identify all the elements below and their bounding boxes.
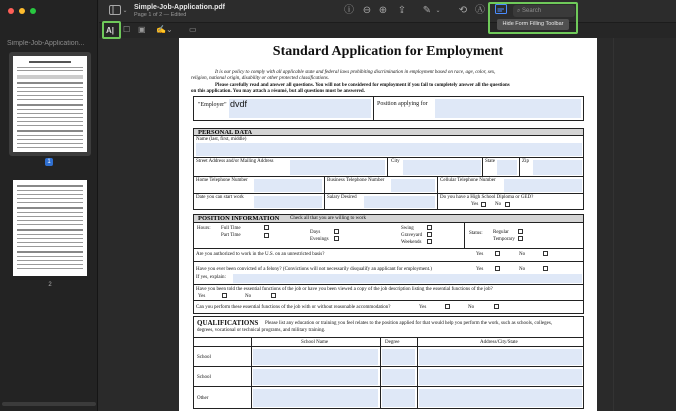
policy-line-4: on this application. You may attach a résumé, but all questions must be answered. [191, 89, 365, 94]
part-time-checkbox[interactable] [264, 233, 269, 238]
page-number-2: 2 [48, 282, 52, 288]
other-name-field[interactable] [253, 389, 378, 407]
comment-icon[interactable]: ▭ [189, 25, 197, 34]
perform-yes-checkbox[interactable] [445, 304, 450, 309]
essential-yes-checkbox[interactable] [222, 293, 227, 298]
city-field[interactable] [403, 160, 481, 175]
sidebar-toggle-icon[interactable] [108, 5, 122, 19]
start-date-field[interactable] [254, 196, 322, 208]
school-2-address-field[interactable] [419, 369, 582, 385]
diploma-question: Do you have a High School Diploma or GED? [440, 195, 534, 200]
school-1-address-field[interactable] [419, 349, 582, 365]
felony-no-checkbox[interactable] [543, 266, 548, 271]
home-phone-field[interactable] [254, 179, 322, 192]
city-label: City [391, 159, 400, 164]
edu-col-divider-2 [380, 338, 381, 409]
policy-line-3: Please carefully read and answer all questions. You will not be considered for employment if you fail to completely answer all the questions [215, 83, 510, 88]
thumbnail-sidebar [0, 0, 98, 411]
minimize-window-button[interactable] [19, 8, 25, 14]
state-field[interactable] [497, 160, 517, 175]
qualifications-note-2: degrees, vocational or technical programs, and military training. [197, 328, 326, 333]
felony-yes-checkbox[interactable] [495, 266, 500, 271]
status-divider [464, 223, 465, 249]
city-divider [482, 158, 483, 177]
form-filling-toolbar [99, 22, 676, 38]
hours-label: Hours: [197, 226, 211, 231]
other-address-field[interactable] [419, 389, 582, 407]
diploma-no-checkbox[interactable] [505, 202, 510, 207]
employer-value[interactable]: dvdf [230, 99, 248, 109]
part-time-label: Part Time [221, 233, 241, 238]
regular-checkbox[interactable] [518, 229, 523, 234]
zoom-in-icon[interactable]: ⊕ [378, 5, 388, 16]
full-time-checkbox[interactable] [264, 225, 269, 230]
essential-no-checkbox[interactable] [271, 293, 276, 298]
edu-col-divider-3 [417, 338, 418, 409]
diploma-yes-checkbox[interactable] [481, 202, 486, 207]
swing-label: Swing [401, 226, 414, 231]
employer-field[interactable] [229, 99, 371, 118]
felony-yes-label: Yes [476, 267, 484, 272]
diploma-no-label: No [495, 202, 502, 207]
form-toolbar-tooltip: Hide Form Filling Toolbar [497, 19, 569, 30]
perform-no-label: No [468, 305, 475, 310]
days-checkbox[interactable] [334, 229, 339, 234]
zoom-out-icon[interactable]: ⊖ [362, 5, 372, 16]
business-phone-field[interactable] [391, 179, 435, 192]
perform-no-checkbox[interactable] [494, 304, 499, 309]
employer-divider [373, 96, 374, 121]
status-label: Status: [469, 231, 483, 236]
salary-field[interactable] [364, 196, 435, 208]
weekends-label: Weekends [401, 240, 422, 245]
document-subtitle: Page 1 of 2 — Edited [134, 12, 187, 18]
education-row-3-label: Other [197, 396, 209, 401]
school-2-degree-field[interactable] [382, 369, 415, 385]
authorized-yes-checkbox[interactable] [495, 251, 500, 256]
authorized-no-checkbox[interactable] [543, 251, 548, 256]
zip-field[interactable] [533, 160, 582, 175]
street-divider [387, 158, 388, 177]
essential-no-label: No [245, 294, 252, 299]
rotate-icon[interactable]: ⟲ [458, 5, 468, 16]
name-field[interactable] [196, 143, 582, 156]
edu-col-divider-1 [251, 338, 252, 409]
street-field[interactable] [290, 160, 385, 175]
search-placeholder: Search [522, 8, 542, 14]
search-icon: ⌕ [517, 8, 523, 14]
signature-icon[interactable]: ✍⌄ [156, 25, 173, 34]
school-2-name-field[interactable] [253, 369, 378, 385]
hours-row [193, 223, 584, 249]
document-heading: Standard Application for Employment [272, 44, 504, 59]
qualifications-note-1: Please list any education or training you feel relates to the position applied for that would help you perform the work, such as schools, colleges, [265, 321, 553, 326]
school-name-header: School Name [301, 340, 329, 345]
section-position-info [193, 214, 584, 223]
highlight-text-tool [102, 21, 121, 39]
authorized-yes-label: Yes [476, 252, 484, 257]
salary-divider-2 [437, 194, 438, 210]
salary-label: Salary Desired [327, 195, 357, 200]
position-note: Check all that you are willing to work [290, 216, 366, 221]
note-icon[interactable]: ▣ [138, 25, 146, 34]
policy-line-2: religion, national origin, disability or other protected classifications. [191, 76, 329, 81]
section-personal-data [193, 128, 584, 136]
degree-header: Degree [385, 340, 400, 345]
state-label: State [485, 159, 495, 164]
regular-label: Regular [493, 230, 509, 235]
explain-field[interactable] [233, 274, 582, 283]
zoom-window-button[interactable] [30, 8, 36, 14]
policy-line-1: It is our policy to comply with all applicable state and federal laws prohibiting discrimination in employment based on race, age, color, sex, [215, 70, 496, 75]
info-icon[interactable]: ⓘ [344, 5, 354, 16]
zip-label: Zip [522, 159, 529, 164]
checkbox-icon[interactable]: ☐ [123, 25, 131, 34]
position-label: Position applying for [377, 101, 428, 107]
qualifications-title: QUALIFICATIONS [197, 319, 259, 327]
education-row-1-label: School [197, 355, 211, 360]
chevron-down-icon[interactable]: ⌄ [122, 8, 128, 14]
felony-no-label: No [519, 267, 526, 272]
sidebar-document-title: Simple-Job-Application... [7, 40, 85, 47]
street-label: Street Address and/or Mailing Address [196, 159, 274, 164]
temporary-checkbox[interactable] [518, 236, 523, 241]
page-number-1: 1 [45, 158, 53, 166]
name-label: Name (last, first, middle) [196, 137, 247, 142]
markup-circle-icon[interactable]: Ⓐ [475, 5, 485, 16]
swing-checkbox[interactable] [427, 225, 432, 230]
markup-pen-icon[interactable]: ✎ [422, 5, 432, 16]
phone-divider-1 [324, 177, 325, 194]
home-phone-label: Home Telephone Number [196, 178, 248, 183]
other-degree-field[interactable] [382, 389, 415, 407]
felony-question: Have you ever been convicted of a felony? (Convictions will not necessarily disqualify an applicant for employment.) [196, 267, 432, 272]
state-divider [519, 158, 520, 177]
document-scroll-edge [613, 38, 614, 411]
authorized-no-label: No [519, 252, 526, 257]
page-thumbnail-1[interactable] [13, 56, 87, 152]
perform-question: Can you perform these essential functions of the job with or without reasonable accommodation? [196, 305, 391, 310]
temporary-label: Temporary [493, 237, 515, 242]
weekends-checkbox[interactable] [427, 239, 432, 244]
close-window-button[interactable] [8, 8, 14, 14]
text-box-icon[interactable]: A| [106, 26, 115, 35]
document-title: Simple-Job-Application.pdf [134, 4, 225, 11]
sidebar-scrollbar[interactable] [2, 402, 96, 406]
start-date-label: Date you can start work [196, 195, 244, 200]
education-row-2-label: School [197, 375, 211, 380]
essential-question: Have you been told the essential functions of the job or have you been viewed a copy of the job description listing the essential functions of the job? [196, 287, 493, 292]
authorized-question: Are you authorized to work in the U.S. on an unrestricted basis? [196, 252, 325, 257]
evenings-checkbox[interactable] [334, 236, 339, 241]
salary-divider-1 [324, 194, 325, 210]
diploma-yes-label: Yes [471, 202, 479, 207]
page-thumbnail-2[interactable] [13, 180, 87, 276]
school-1-name-field[interactable] [253, 349, 378, 365]
pdf-page [179, 38, 597, 411]
graveyard-label: Graveyard [401, 233, 423, 238]
explain-label: If yes, explain: [196, 275, 226, 280]
evenings-label: Evenings [310, 237, 329, 242]
section-title: POSITION INFORMATION [198, 215, 280, 222]
chevron-down-icon[interactable]: ⌄ [435, 8, 441, 14]
section-title: PERSONAL DATA [198, 129, 253, 136]
employer-label: "Employer" [198, 102, 227, 108]
share-icon[interactable]: ⇪ [397, 5, 407, 16]
full-time-label: Full Time [221, 226, 241, 231]
phone-divider-2 [437, 177, 438, 194]
essential-yes-label: Yes [198, 294, 206, 299]
cell-phone-label: Cellular Telephone Number [440, 178, 496, 183]
business-phone-label: Business Telephone Number [327, 178, 385, 183]
perform-yes-label: Yes [419, 305, 427, 310]
graveyard-checkbox[interactable] [427, 232, 432, 237]
days-label: Days [310, 230, 321, 235]
position-field[interactable] [435, 99, 581, 118]
cell-phone-field[interactable] [504, 179, 582, 192]
address-header: Address/City/State [480, 340, 518, 345]
school-1-degree-field[interactable] [382, 349, 415, 365]
